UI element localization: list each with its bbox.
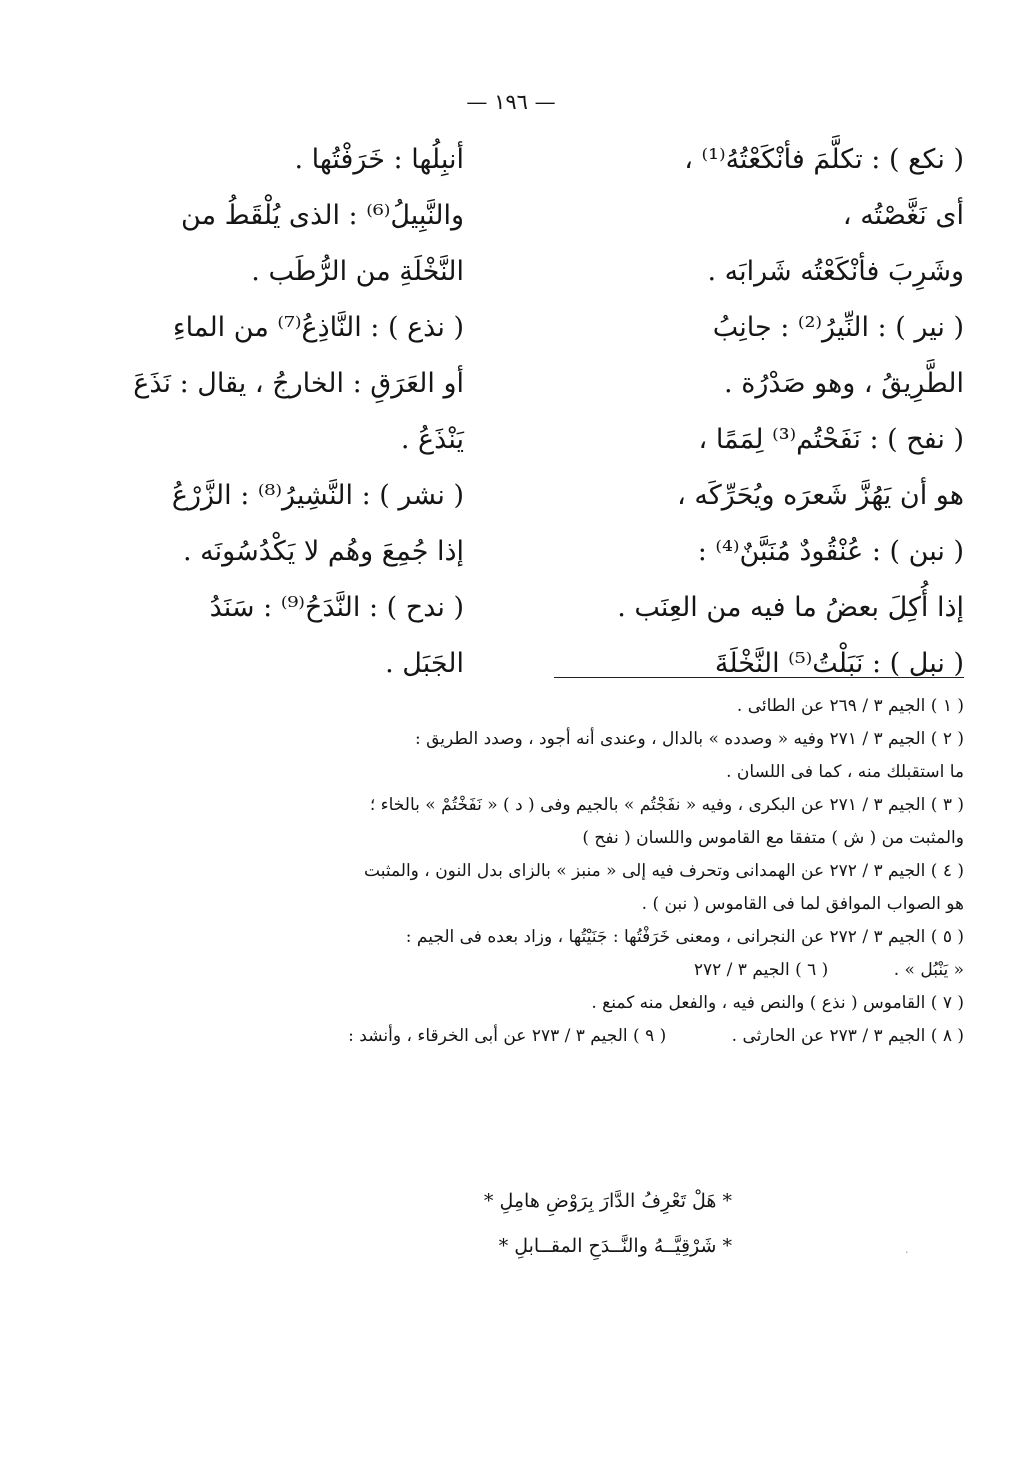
footnote-row	[59, 1020, 964, 1053]
footnote-continuation: والمثبت من ( ش ) متفقا مع القاموس واللسان ( نفح )	[582, 828, 964, 848]
footnote-continuation: « يَنْبُل » .	[893, 960, 964, 980]
text-line: ( نبن ) : عُنْقُودٌ مُنَبَّنٌ⁽⁴⁾ :	[697, 536, 964, 567]
footnote-continuation: هو الصواب الموافق لما فى القاموس ( نبن ) .	[641, 894, 964, 914]
footnote: ( ٩ ) الجيم ٣ / ٢٧٣ عن أبى الخرقاء ، وأنشد :	[348, 1026, 667, 1046]
main-text-right-column	[544, 132, 964, 692]
footnote: ( ٥ ) الجيم ٣ / ٢٧٢ عن النجرانى ، ومعنى خَرَفْتُها : جَنَيْتُها ، وزاد بعده فى الجيم :	[405, 927, 964, 947]
footnote: ( ٢ ) الجيم ٣ / ٢٧١ وفيه « وصدده » بالدال ، وعندى أنه أجود ، وصدد الطريق :	[414, 729, 964, 749]
footnote: ( ٨ ) الجيم ٣ / ٢٧٣ عن الحارثى .	[731, 1026, 964, 1046]
text-line: أو العَرَقِ : الخارجُ ، يقال : نَذَعَ	[133, 368, 464, 399]
footnote-divider	[554, 677, 964, 678]
footnote: ( ٤ ) الجيم ٣ / ٢٧٢ عن الهمدانى وتحرف فيه إلى « منبز » بالزاى بدل النون ، والمثبت	[364, 861, 964, 881]
page-number: — ١٩٦ —	[466, 90, 556, 114]
text-line: ( نذع ) : النَّاذِعُ⁽⁷⁾ من الماءِ	[172, 312, 464, 343]
footnote-continuation: ما استقبلك منه ، كما فى اللسان .	[726, 762, 964, 782]
main-text-left-column	[54, 132, 464, 692]
footnote: ( ٦ ) الجيم ٣ / ٢٧٢	[693, 960, 829, 980]
text-line: أى نَغَّصْتُه ،	[842, 200, 964, 231]
text-line: إذا جُمِعَ وهُم لا يَكْدُسُونَه .	[183, 536, 464, 567]
text-line: يَنْذَعُ .	[400, 424, 464, 455]
text-line: ( نبل ) : نَبَلْتُ⁽⁵⁾ النَّخْلَةَ	[714, 648, 964, 679]
text-line: إذا أُكِلَ بعضُ ما فيه من العِنَب .	[617, 592, 964, 623]
text-line: ( ندح ) : النَّدَحُ⁽⁹⁾ : سَنَدُ	[209, 592, 464, 623]
text-line: النَّخْلَةِ من الرُّطَب .	[251, 256, 464, 287]
footnote: ( ٣ ) الجيم ٣ / ٢٧١ عن البكرى ، وفيه « نفَجْتُم » بالجيم وفى ( د ) « نَفَخْتُمْ » بالخاء ؛	[369, 795, 964, 815]
text-line: ( نفح ) : نَفَحْتُم⁽³⁾ لِمَمًا ،	[698, 424, 964, 455]
text-line: والنَّبِيلُ⁽⁶⁾ : الذى يُلْقَطُ من	[181, 200, 464, 231]
text-line: هو أن يَهُزَّ شَعرَه ويُحَرِّكَه ،	[677, 480, 964, 511]
text-line: ( نكع ) : تكلَّمَ فأنْكَعْتُهُ⁽¹⁾ ،	[684, 144, 964, 175]
text-line: ( نشر ) : النَّشِيرُ⁽⁸⁾ : الزَّرْعُ	[171, 480, 464, 511]
text-line: ( نير ) : النِّيرُ⁽²⁾ : جانِبُ	[712, 312, 964, 343]
footnotes	[59, 690, 964, 1053]
footnote-row	[59, 954, 964, 987]
scan-speck: ·	[905, 1246, 909, 1259]
poem-verse: * هَلْ تَعْرِفُ الدَّارَ بِرَوْضِ هامِلِ *	[483, 1190, 732, 1212]
footnote: ( ٧ ) القاموس ( نذع ) والنص فيه ، والفعل منه كمنع .	[591, 993, 964, 1013]
footnote: ( ١ ) الجيم ٣ / ٢٦٩ عن الطائى .	[736, 696, 964, 716]
text-line: وشَرِبَ فأنْكَعْتُه شَرابَه .	[707, 256, 964, 287]
text-line: أنبِلُها : خَرَفْتُها .	[294, 144, 464, 175]
text-line: الطَّرِيقُ ، وهو صَدْرُة .	[724, 368, 964, 399]
poem-verse: * شَرْقِيَّــهُ والنَّــدَحِ المقــابلِ *	[498, 1235, 732, 1257]
text-line: الجَبَل .	[385, 648, 464, 679]
